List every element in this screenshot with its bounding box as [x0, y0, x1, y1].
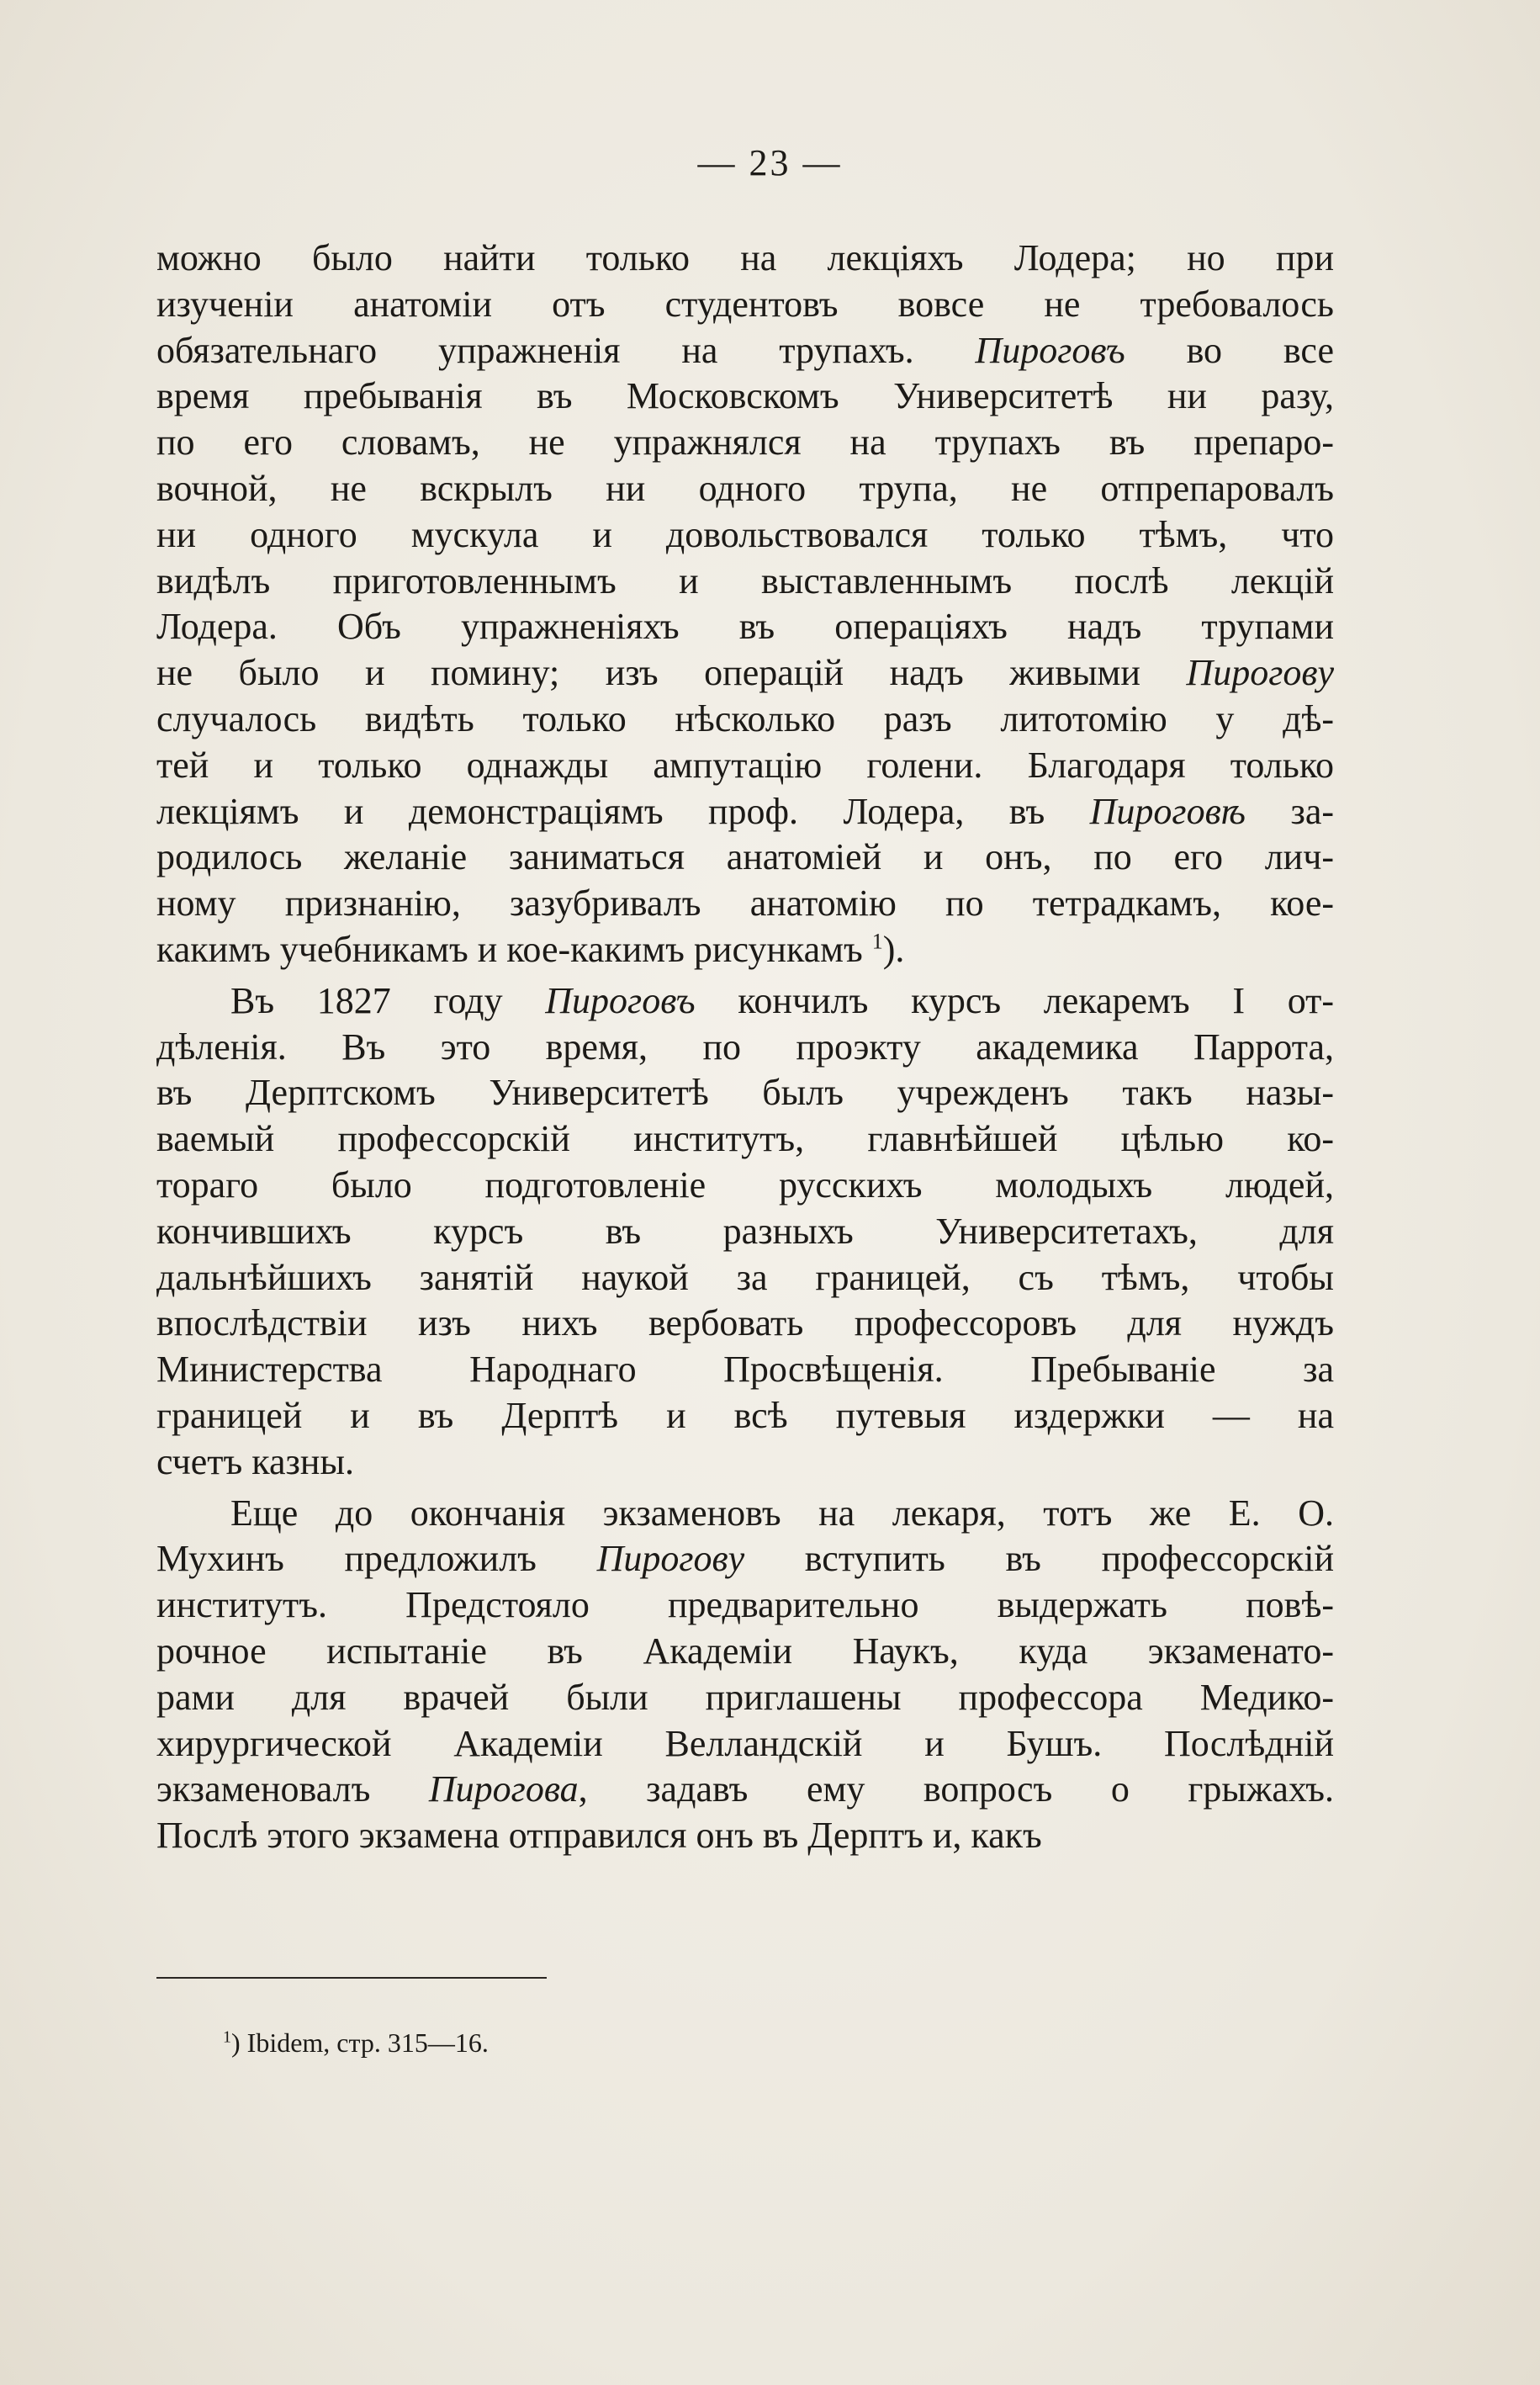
footnote-marker: 1 [223, 2027, 231, 2047]
text-line [156, 1767, 1334, 1813]
text-line [156, 1347, 1334, 1393]
text-line [156, 328, 1334, 374]
text-segment: Лодера. Объ упражненіяхъ въ операціяхъ надъ трупами [156, 606, 1334, 648]
text-segment: во все [1125, 329, 1334, 371]
text-line [156, 1070, 1334, 1116]
text-line [156, 1393, 1334, 1439]
text-segment: вочной, не вскрылъ ни одного трупа, не отпрепаровалъ [156, 467, 1334, 509]
text-segment: за- [1246, 790, 1335, 832]
text-line [156, 604, 1334, 650]
text-segment: ). [882, 928, 905, 970]
text-line [156, 1116, 1334, 1163]
text-line [156, 1721, 1334, 1768]
text-segment: экзаменовалъ [156, 1768, 429, 1810]
text-segment: Мухинъ предложилъ [156, 1538, 597, 1580]
text-segment: можно было найти только на лекціяхъ Лодера; но при [156, 237, 1334, 278]
paragraph [156, 978, 1334, 1486]
footnote-separator [156, 1977, 547, 1979]
page-number: — 23 — [697, 142, 843, 183]
paragraph [156, 1491, 1334, 1859]
text-line [156, 236, 1334, 282]
footnote [223, 2026, 489, 2059]
text-segment: , задавъ ему вопросъ о грыжахъ. [578, 1768, 1334, 1810]
text-segment: кончилъ курсъ лекаремъ I от- [695, 979, 1335, 1021]
italic-name: Пироговъ [975, 329, 1125, 371]
text-segment: случалось видѣть только нѣсколько разъ литотомію у дѣ- [156, 697, 1334, 739]
text-line [156, 282, 1334, 328]
text-segment: видѣлъ приготовленнымъ и выставленнымъ послѣ лекцій [156, 559, 1334, 602]
text-line [156, 1582, 1334, 1629]
footnote-reference: 1 [871, 929, 883, 954]
text-segment: лекціямъ и демонстраціямъ проф. Лодера, въ [156, 790, 1090, 832]
text-segment: Въ 1827 году [230, 979, 546, 1021]
text-segment: Еще до окончанія экзаменовъ на лекаря, тотъ же Е. О. [230, 1492, 1334, 1534]
text-segment: ному признанію, зазубривалъ анатомію по тетрадкамъ, кое- [156, 882, 1334, 925]
text-segment: кончившихъ курсъ въ разныхъ Университетахъ, для [156, 1210, 1334, 1252]
text-segment: впослѣдствіи изъ нихъ вербовать профессоровъ для нуждъ [156, 1302, 1334, 1344]
text-line [156, 650, 1334, 697]
italic-name: Пироговѣ [1089, 790, 1246, 832]
text-line [156, 374, 1334, 420]
text-segment: вступить въ профессорскій [744, 1538, 1334, 1580]
text-segment: дѣленія. Въ это время, по проэкту академика Паррота, [156, 1026, 1334, 1068]
text-segment: обязательнаго упражненія на трупахъ. [156, 329, 976, 371]
text-segment: какимъ учебникамъ и кое-какимъ рисункамъ [156, 928, 872, 970]
paragraph [156, 236, 1334, 973]
text-segment: рами для врачей были приглашены профессора Медико- [156, 1676, 1334, 1718]
main-text [156, 236, 1334, 1859]
text-segment: институтъ. Предстояло предварительно выдержать повѣ- [156, 1584, 1334, 1626]
italic-name: Пирогову [596, 1538, 745, 1580]
text-segment: тей и только однажды ампутацію голени. Благодаря только [156, 744, 1334, 786]
text-segment: въ Дерптскомъ Университетѣ былъ учрежденъ такъ назы- [156, 1072, 1334, 1114]
text-line [156, 1491, 1334, 1537]
text-segment: ни одного мускула и довольствовался только тѣмъ, что [156, 513, 1334, 555]
text-line [156, 466, 1334, 512]
text-segment: родилось желаніе заниматься анатоміей и онъ, по его лич- [156, 836, 1334, 878]
text-line [156, 835, 1334, 881]
italic-name: Пирогову [1186, 652, 1334, 694]
text-line [156, 881, 1334, 927]
italic-name: Пирогова [428, 1768, 579, 1810]
footnote-text: ) Ibidem, стр. 315—16. [231, 2027, 489, 2058]
text-segment: ваемый профессорскій институтъ, главнѣйшей цѣлью ко- [156, 1118, 1334, 1160]
text-segment: тораго было подготовленіе русскихъ молодыхъ людей, [156, 1163, 1334, 1206]
text-segment: не было и помину; изъ операцій надъ живыми [156, 652, 1187, 694]
text-segment: рочное испытаніе въ Академіи Наукъ, куда экзаменато- [156, 1630, 1334, 1672]
text-line [156, 559, 1334, 605]
text-line [156, 1813, 1334, 1859]
text-segment: Послѣ этого экзамена отправился онъ въ Дерптъ и, какъ [156, 1815, 1042, 1857]
text-segment: по его словамъ, не упражнялся на трупахъ въ препаро- [156, 421, 1334, 464]
text-line [156, 1301, 1334, 1347]
text-segment: границей и въ Дерптѣ и всѣ путевыя издержки — на [156, 1394, 1334, 1436]
text-segment: Министерства Народнаго Просвѣщенія. Пребываніе за [156, 1349, 1334, 1391]
text-segment: время пребыванія въ Московскомъ Университетѣ ни разу, [156, 375, 1334, 417]
text-line [156, 743, 1334, 789]
text-line [156, 420, 1334, 466]
text-line [156, 978, 1334, 1025]
text-segment: хирургической Академіи Велландскій и Бушъ. Послѣдній [156, 1722, 1334, 1764]
text-line [156, 1536, 1334, 1582]
text-segment: счетъ казны. [156, 1440, 355, 1482]
text-line [156, 1675, 1334, 1721]
text-segment: дальнѣйшихъ занятій наукой за границей, съ тѣмъ, чтобы [156, 1256, 1334, 1298]
text-line [156, 1209, 1334, 1255]
italic-name: Пироговъ [545, 979, 696, 1021]
text-segment: изученіи анатоміи отъ студентовъ вовсе не требовалось [156, 283, 1334, 325]
text-line [156, 1439, 1334, 1486]
text-line [156, 1025, 1334, 1071]
text-line [156, 512, 1334, 559]
text-line [156, 1163, 1334, 1209]
text-line [156, 927, 1334, 973]
text-line [156, 697, 1334, 743]
text-line [156, 1629, 1334, 1675]
text-line [156, 789, 1334, 835]
text-line [156, 1255, 1334, 1301]
